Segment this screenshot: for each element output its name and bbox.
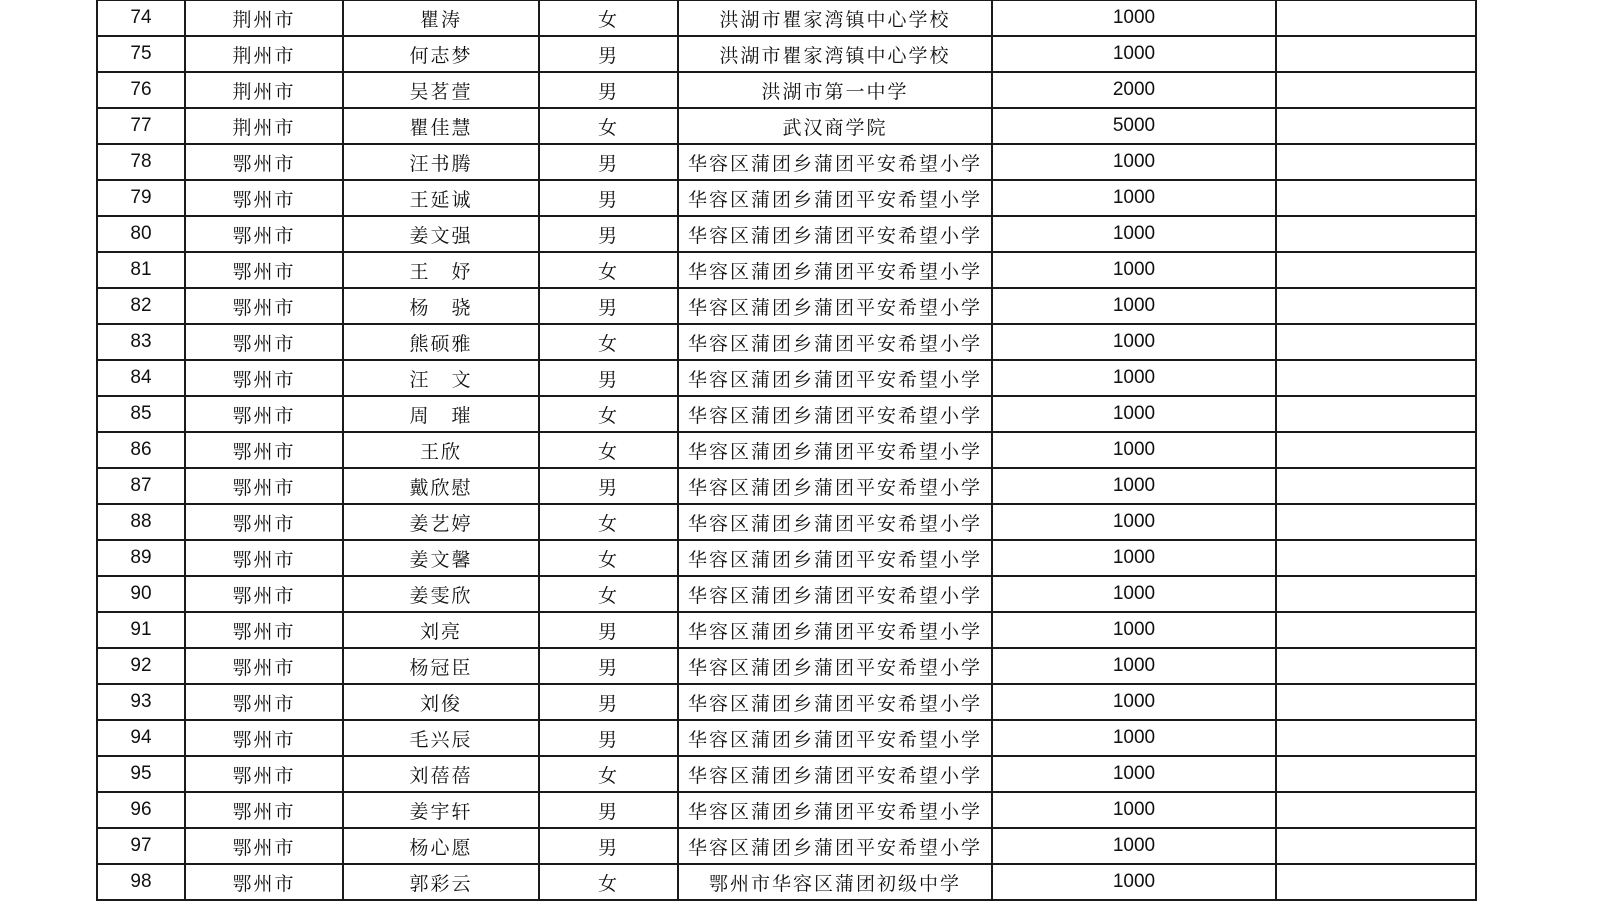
- school-cell: 华容区蒲团乡蒲团平安希望小学: [678, 684, 992, 720]
- remark-cell: [1276, 468, 1476, 504]
- school-cell: 华容区蒲团乡蒲团平安希望小学: [678, 216, 992, 252]
- city-cell: 鄂州市: [185, 864, 343, 900]
- city-cell: 鄂州市: [185, 504, 343, 540]
- gender-cell: 男: [539, 684, 678, 720]
- row-number-cell: 79: [97, 180, 185, 216]
- student-name-cell: 戴欣慰: [343, 468, 539, 504]
- table-row: [97, 396, 1476, 432]
- remark-cell: [1276, 720, 1476, 756]
- gender-cell: 女: [539, 540, 678, 576]
- row-number-cell: 74: [97, 0, 185, 36]
- amount-cell: 1000: [992, 252, 1276, 288]
- student-name-cell: 何志梦: [343, 36, 539, 72]
- table-body: [97, 0, 1476, 900]
- city-cell: 鄂州市: [185, 324, 343, 360]
- gender-cell: 女: [539, 864, 678, 900]
- table-row: [97, 756, 1476, 792]
- remark-cell: [1276, 612, 1476, 648]
- amount-cell: 1000: [992, 0, 1276, 36]
- gender-cell: 男: [539, 180, 678, 216]
- table-row: [97, 540, 1476, 576]
- school-cell: 华容区蒲团乡蒲团平安希望小学: [678, 396, 992, 432]
- row-number-cell: 92: [97, 648, 185, 684]
- amount-cell: 1000: [992, 540, 1276, 576]
- amount-cell: 1000: [992, 828, 1276, 864]
- student-name-cell: 刘俊: [343, 684, 539, 720]
- gender-cell: 女: [539, 396, 678, 432]
- amount-cell: 1000: [992, 648, 1276, 684]
- city-cell: 鄂州市: [185, 288, 343, 324]
- gender-cell: 男: [539, 36, 678, 72]
- student-name-cell: 周 璀: [343, 396, 539, 432]
- table-row: [97, 288, 1476, 324]
- student-name-cell: 姜文强: [343, 216, 539, 252]
- student-name-cell: 姜雯欣: [343, 576, 539, 612]
- school-cell: 洪湖市第一中学: [678, 72, 992, 108]
- amount-cell: 1000: [992, 216, 1276, 252]
- table-row: [97, 612, 1476, 648]
- student-name-cell: 王延诚: [343, 180, 539, 216]
- remark-cell: [1276, 576, 1476, 612]
- school-cell: 华容区蒲团乡蒲团平安希望小学: [678, 648, 992, 684]
- city-cell: 鄂州市: [185, 396, 343, 432]
- city-cell: 鄂州市: [185, 144, 343, 180]
- student-name-cell: 瞿涛: [343, 0, 539, 36]
- row-number-cell: 80: [97, 216, 185, 252]
- table-row: [97, 792, 1476, 828]
- school-cell: 华容区蒲团乡蒲团平安希望小学: [678, 576, 992, 612]
- remark-cell: [1276, 216, 1476, 252]
- gender-cell: 女: [539, 432, 678, 468]
- school-cell: 华容区蒲团乡蒲团平安希望小学: [678, 360, 992, 396]
- table-row: [97, 180, 1476, 216]
- row-number-cell: 85: [97, 396, 185, 432]
- remark-cell: [1276, 36, 1476, 72]
- row-number-cell: 84: [97, 360, 185, 396]
- row-number-cell: 96: [97, 792, 185, 828]
- table-row: [97, 504, 1476, 540]
- student-name-cell: 刘蓓蓓: [343, 756, 539, 792]
- row-number-cell: 86: [97, 432, 185, 468]
- table-row: [97, 468, 1476, 504]
- table-row: [97, 0, 1476, 36]
- table-row: [97, 36, 1476, 72]
- school-cell: 华容区蒲团乡蒲团平安希望小学: [678, 468, 992, 504]
- amount-cell: 1000: [992, 612, 1276, 648]
- remark-cell: [1276, 504, 1476, 540]
- student-name-cell: 王欣: [343, 432, 539, 468]
- student-name-cell: 汪 文: [343, 360, 539, 396]
- amount-cell: 1000: [992, 144, 1276, 180]
- amount-cell: 1000: [992, 756, 1276, 792]
- student-name-cell: 杨心愿: [343, 828, 539, 864]
- table-row: [97, 108, 1476, 144]
- city-cell: 鄂州市: [185, 576, 343, 612]
- student-name-cell: 郭彩云: [343, 864, 539, 900]
- table-row: [97, 360, 1476, 396]
- gender-cell: 女: [539, 108, 678, 144]
- row-number-cell: 81: [97, 252, 185, 288]
- student-name-cell: 姜艺婷: [343, 504, 539, 540]
- school-cell: 洪湖市瞿家湾镇中心学校: [678, 0, 992, 36]
- amount-cell: 5000: [992, 108, 1276, 144]
- gender-cell: 男: [539, 144, 678, 180]
- school-cell: 华容区蒲团乡蒲团平安希望小学: [678, 252, 992, 288]
- table-row: [97, 828, 1476, 864]
- city-cell: 荆州市: [185, 108, 343, 144]
- student-name-cell: 吴茗萱: [343, 72, 539, 108]
- remark-cell: [1276, 0, 1476, 36]
- gender-cell: 女: [539, 0, 678, 36]
- city-cell: 鄂州市: [185, 216, 343, 252]
- remark-cell: [1276, 540, 1476, 576]
- city-cell: 荆州市: [185, 72, 343, 108]
- gender-cell: 男: [539, 792, 678, 828]
- school-cell: 华容区蒲团乡蒲团平安希望小学: [678, 504, 992, 540]
- row-number-cell: 91: [97, 612, 185, 648]
- school-cell: 华容区蒲团乡蒲团平安希望小学: [678, 828, 992, 864]
- gender-cell: 女: [539, 576, 678, 612]
- city-cell: 鄂州市: [185, 432, 343, 468]
- student-name-cell: 刘亮: [343, 612, 539, 648]
- table-row: [97, 144, 1476, 180]
- gender-cell: 女: [539, 504, 678, 540]
- row-number-cell: 90: [97, 576, 185, 612]
- city-cell: 鄂州市: [185, 684, 343, 720]
- remark-cell: [1276, 252, 1476, 288]
- amount-cell: 1000: [992, 468, 1276, 504]
- row-number-cell: 89: [97, 540, 185, 576]
- table-row: [97, 576, 1476, 612]
- remark-cell: [1276, 288, 1476, 324]
- amount-cell: 2000: [992, 72, 1276, 108]
- city-cell: 鄂州市: [185, 756, 343, 792]
- city-cell: 鄂州市: [185, 828, 343, 864]
- row-number-cell: 87: [97, 468, 185, 504]
- row-number-cell: 88: [97, 504, 185, 540]
- remark-cell: [1276, 72, 1476, 108]
- city-cell: 荆州市: [185, 36, 343, 72]
- remark-cell: [1276, 648, 1476, 684]
- gender-cell: 男: [539, 612, 678, 648]
- amount-cell: 1000: [992, 792, 1276, 828]
- city-cell: 鄂州市: [185, 180, 343, 216]
- school-cell: 华容区蒲团乡蒲团平安希望小学: [678, 432, 992, 468]
- school-cell: 武汉商学院: [678, 108, 992, 144]
- remark-cell: [1276, 360, 1476, 396]
- remark-cell: [1276, 324, 1476, 360]
- gender-cell: 男: [539, 468, 678, 504]
- amount-cell: 1000: [992, 576, 1276, 612]
- remark-cell: [1276, 684, 1476, 720]
- row-number-cell: 75: [97, 36, 185, 72]
- school-cell: 华容区蒲团乡蒲团平安希望小学: [678, 288, 992, 324]
- remark-cell: [1276, 756, 1476, 792]
- table-row: [97, 252, 1476, 288]
- student-name-cell: 姜文馨: [343, 540, 539, 576]
- amount-cell: 1000: [992, 396, 1276, 432]
- gender-cell: 女: [539, 324, 678, 360]
- city-cell: 鄂州市: [185, 648, 343, 684]
- amount-cell: 1000: [992, 720, 1276, 756]
- student-name-cell: 王 妤: [343, 252, 539, 288]
- gender-cell: 女: [539, 756, 678, 792]
- gender-cell: 男: [539, 648, 678, 684]
- city-cell: 鄂州市: [185, 612, 343, 648]
- school-cell: 华容区蒲团乡蒲团平安希望小学: [678, 144, 992, 180]
- gender-cell: 女: [539, 252, 678, 288]
- row-number-cell: 83: [97, 324, 185, 360]
- row-number-cell: 78: [97, 144, 185, 180]
- student-name-cell: 瞿佳慧: [343, 108, 539, 144]
- school-cell: 华容区蒲团乡蒲团平安希望小学: [678, 792, 992, 828]
- table-row: [97, 432, 1476, 468]
- grant-recipients-table: [96, 0, 1477, 901]
- remark-cell: [1276, 180, 1476, 216]
- city-cell: 鄂州市: [185, 468, 343, 504]
- school-cell: 洪湖市瞿家湾镇中心学校: [678, 36, 992, 72]
- city-cell: 鄂州市: [185, 792, 343, 828]
- amount-cell: 1000: [992, 432, 1276, 468]
- city-cell: 荆州市: [185, 0, 343, 36]
- gender-cell: 男: [539, 288, 678, 324]
- remark-cell: [1276, 396, 1476, 432]
- amount-cell: 1000: [992, 36, 1276, 72]
- gender-cell: 男: [539, 720, 678, 756]
- gender-cell: 男: [539, 360, 678, 396]
- amount-cell: 1000: [992, 360, 1276, 396]
- city-cell: 鄂州市: [185, 540, 343, 576]
- table-row: [97, 324, 1476, 360]
- student-name-cell: 汪书腾: [343, 144, 539, 180]
- row-number-cell: 93: [97, 684, 185, 720]
- row-number-cell: 94: [97, 720, 185, 756]
- gender-cell: 男: [539, 216, 678, 252]
- gender-cell: 男: [539, 72, 678, 108]
- student-name-cell: 杨冠臣: [343, 648, 539, 684]
- remark-cell: [1276, 828, 1476, 864]
- row-number-cell: 98: [97, 864, 185, 900]
- amount-cell: 1000: [992, 684, 1276, 720]
- school-cell: 华容区蒲团乡蒲团平安希望小学: [678, 756, 992, 792]
- school-cell: 鄂州市华容区蒲团初级中学: [678, 864, 992, 900]
- school-cell: 华容区蒲团乡蒲团平安希望小学: [678, 540, 992, 576]
- remark-cell: [1276, 864, 1476, 900]
- student-name-cell: 熊硕雅: [343, 324, 539, 360]
- table-row: [97, 216, 1476, 252]
- remark-cell: [1276, 108, 1476, 144]
- table-row: [97, 864, 1476, 900]
- student-name-cell: 姜宇轩: [343, 792, 539, 828]
- student-name-cell: 毛兴辰: [343, 720, 539, 756]
- row-number-cell: 95: [97, 756, 185, 792]
- table-row: [97, 648, 1476, 684]
- school-cell: 华容区蒲团乡蒲团平安希望小学: [678, 324, 992, 360]
- student-name-cell: 杨 骁: [343, 288, 539, 324]
- city-cell: 鄂州市: [185, 360, 343, 396]
- school-cell: 华容区蒲团乡蒲团平安希望小学: [678, 180, 992, 216]
- amount-cell: 1000: [992, 288, 1276, 324]
- remark-cell: [1276, 144, 1476, 180]
- remark-cell: [1276, 432, 1476, 468]
- school-cell: 华容区蒲团乡蒲团平安希望小学: [678, 720, 992, 756]
- school-cell: 华容区蒲团乡蒲团平安希望小学: [678, 612, 992, 648]
- row-number-cell: 82: [97, 288, 185, 324]
- table-row: [97, 720, 1476, 756]
- city-cell: 鄂州市: [185, 252, 343, 288]
- amount-cell: 1000: [992, 864, 1276, 900]
- amount-cell: 1000: [992, 504, 1276, 540]
- gender-cell: 男: [539, 828, 678, 864]
- city-cell: 鄂州市: [185, 720, 343, 756]
- amount-cell: 1000: [992, 324, 1276, 360]
- row-number-cell: 97: [97, 828, 185, 864]
- remark-cell: [1276, 792, 1476, 828]
- table-row: [97, 684, 1476, 720]
- row-number-cell: 77: [97, 108, 185, 144]
- amount-cell: 1000: [992, 180, 1276, 216]
- table-row: [97, 72, 1476, 108]
- row-number-cell: 76: [97, 72, 185, 108]
